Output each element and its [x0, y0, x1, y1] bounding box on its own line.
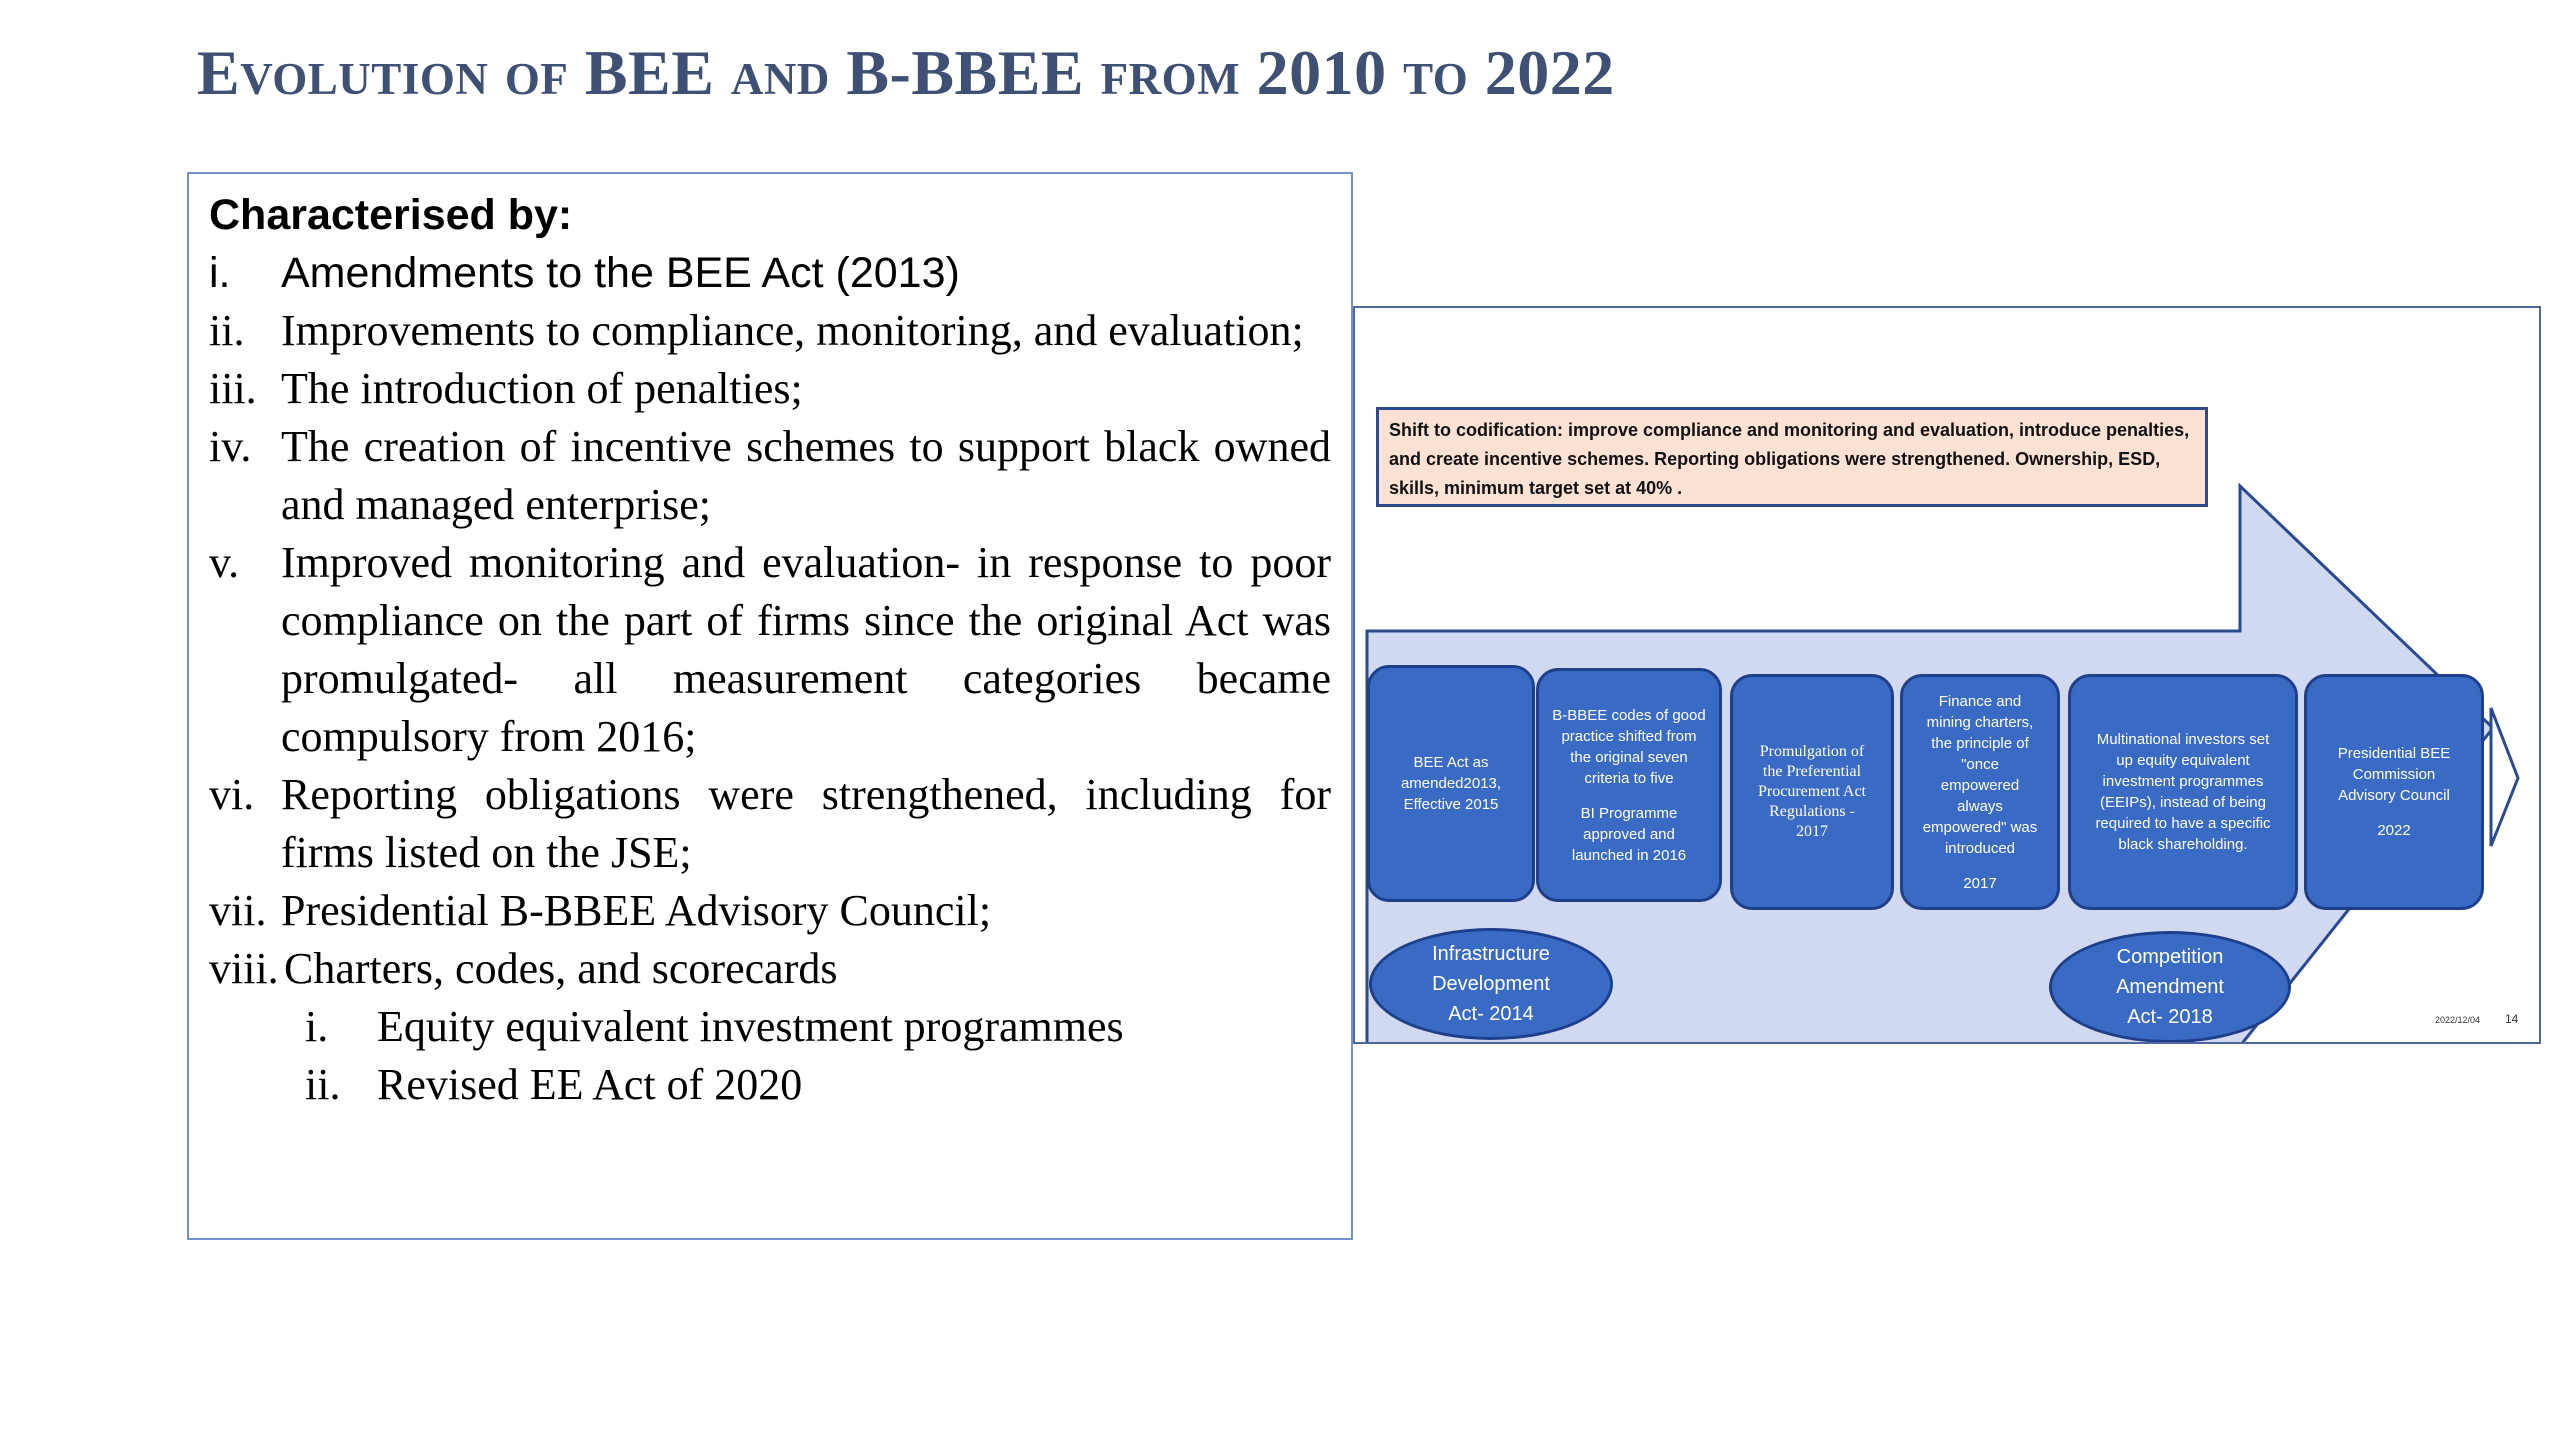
stage-text: always: [1957, 797, 2003, 815]
stage-preferential-procurement: [1730, 674, 1894, 910]
list-text: Amendments to the BEE Act (2013): [281, 249, 960, 297]
list-text: The creation of incentive schemes to support black owned and managed enterprise;: [281, 422, 1331, 529]
list-text: Improved monitoring and evaluation- in response to poor compliance on the part of firms since the original Act was promulgated- all measurement categories became compulsory from 2016;: [281, 538, 1331, 761]
ellipse-infrastructure-act: [1369, 928, 1613, 1040]
stage-text: "once: [1961, 755, 1999, 773]
stage-text: amended2013,: [1400, 775, 1502, 792]
stage-mining-charters: [1900, 674, 2060, 910]
stage-text: BEE Act as: [1413, 754, 1489, 771]
list-item: [209, 302, 1331, 360]
ellipse-text: Competition: [2116, 946, 2224, 968]
list-number: viii.: [209, 944, 279, 993]
stage-text: practice shifted from: [1561, 727, 1697, 745]
list-number: ii.: [305, 1060, 341, 1109]
stage-text: B-BBEE codes of good: [1552, 706, 1706, 724]
stage-codes-of-good-practice: [1536, 668, 1722, 902]
stage-text: 2017: [1796, 823, 1828, 840]
stage-text: Effective 2015: [1403, 796, 1499, 813]
slide-title: Evolution of BEE and B-BBEE from 2010 to 2022: [197, 37, 1615, 108]
list-text: Revised EE Act of 2020: [377, 1060, 803, 1109]
ellipse-text: Amendment: [2116, 976, 2224, 998]
characteristics-heading: Characterised by:: [209, 191, 573, 239]
stage-text: approved and: [1583, 825, 1675, 843]
list-text: Improvements to compliance, monitoring, and evaluation;: [281, 306, 1304, 355]
stage-equity-equivalent: [2068, 674, 2298, 910]
list-item: [209, 534, 1331, 766]
stage-text: 2022: [2377, 822, 2411, 839]
stage-text: criteria to five: [1584, 769, 1674, 787]
list-number: v.: [209, 538, 240, 587]
stage-text: Promulgation of: [1759, 743, 1865, 760]
list-number: iii.: [209, 364, 257, 413]
stage-text: launched in 2016: [1571, 846, 1687, 864]
footer-date: 2022/12/04: [2435, 1015, 2481, 1025]
list-text: The introduction of penalties;: [281, 364, 803, 413]
timeline-diagram: [1353, 306, 2541, 1044]
list-number: vii.: [209, 886, 267, 935]
stage-text: (EEIPs), instead of being: [2100, 794, 2266, 811]
list-number: iv.: [209, 422, 252, 471]
stage-text: Commission: [2352, 766, 2436, 783]
ellipse-text: Development: [1432, 973, 1550, 995]
sub-list-item: [209, 998, 1331, 1056]
ellipse-text: Act- 2018: [2127, 1006, 2213, 1028]
stage-text: required to have a specific: [2095, 815, 2271, 832]
arrow-tip-icon: [2491, 708, 2518, 846]
list-text: Reporting obligations were strengthened, including for firms listed on the JSE;: [281, 770, 1331, 877]
list-number: ii.: [209, 306, 245, 355]
list-number: i.: [209, 249, 231, 297]
stage-text: Finance and: [1938, 692, 2022, 710]
list-item: [209, 940, 1331, 998]
list-item: [209, 882, 1331, 940]
stage-bee-act-2013: [1367, 665, 1535, 902]
list-item: [209, 766, 1331, 882]
stage-text: Procurement Act: [1758, 783, 1866, 800]
stage-text: Multinational investors set: [2096, 731, 2270, 748]
stage-text: the principle of: [1931, 734, 2029, 752]
stage-text: empowered" was: [1922, 818, 2038, 836]
stage-text: BI Programme: [1580, 804, 1678, 822]
list-number: i.: [305, 1002, 329, 1051]
list-text: Presidential B-BBEE Advisory Council;: [281, 886, 992, 935]
stage-text: the Preferential: [1762, 763, 1862, 780]
stage-text: introduced: [1944, 839, 2016, 857]
stage-text: empowered: [1940, 776, 2020, 794]
stage-text: Regulations -: [1769, 803, 1855, 820]
stage-text: Advisory Council: [2338, 787, 2450, 804]
codification-callout: Shift to codification: improve compliance and monitoring and evaluation, introduce penalties, and create incentive schemes. Reporting obligations were strengthened. Ownership, ESD, skills, minimum target set at 40% .: [1376, 407, 2208, 507]
stage-text: 2017: [1963, 874, 1997, 892]
list-text: Equity equivalent investment programmes: [377, 1002, 1124, 1051]
list-number: vi.: [209, 770, 255, 819]
stage-text: the original seven: [1570, 748, 1688, 766]
footer-page-number: 14: [2505, 1012, 2519, 1026]
list-item: [209, 244, 1331, 302]
stage-text: up equity equivalent: [2116, 752, 2250, 769]
ellipse-text: Act- 2014: [1448, 1003, 1534, 1025]
list-text: Charters, codes, and scorecards: [284, 944, 838, 993]
list-item: [209, 418, 1331, 534]
ellipse-competition-act: [2049, 931, 2291, 1043]
stage-presidential-council: [2304, 674, 2484, 910]
characteristics-textbox: [187, 172, 1353, 1240]
list-item: [209, 360, 1331, 418]
stage-text: mining charters,: [1926, 713, 2034, 731]
sub-list-item: [209, 1056, 1331, 1114]
ellipse-text: Infrastructure: [1432, 943, 1550, 965]
stage-text: Presidential BEE: [2337, 745, 2451, 762]
stage-text: investment programmes: [2102, 773, 2264, 790]
stage-text: black shareholding.: [2118, 836, 2248, 853]
